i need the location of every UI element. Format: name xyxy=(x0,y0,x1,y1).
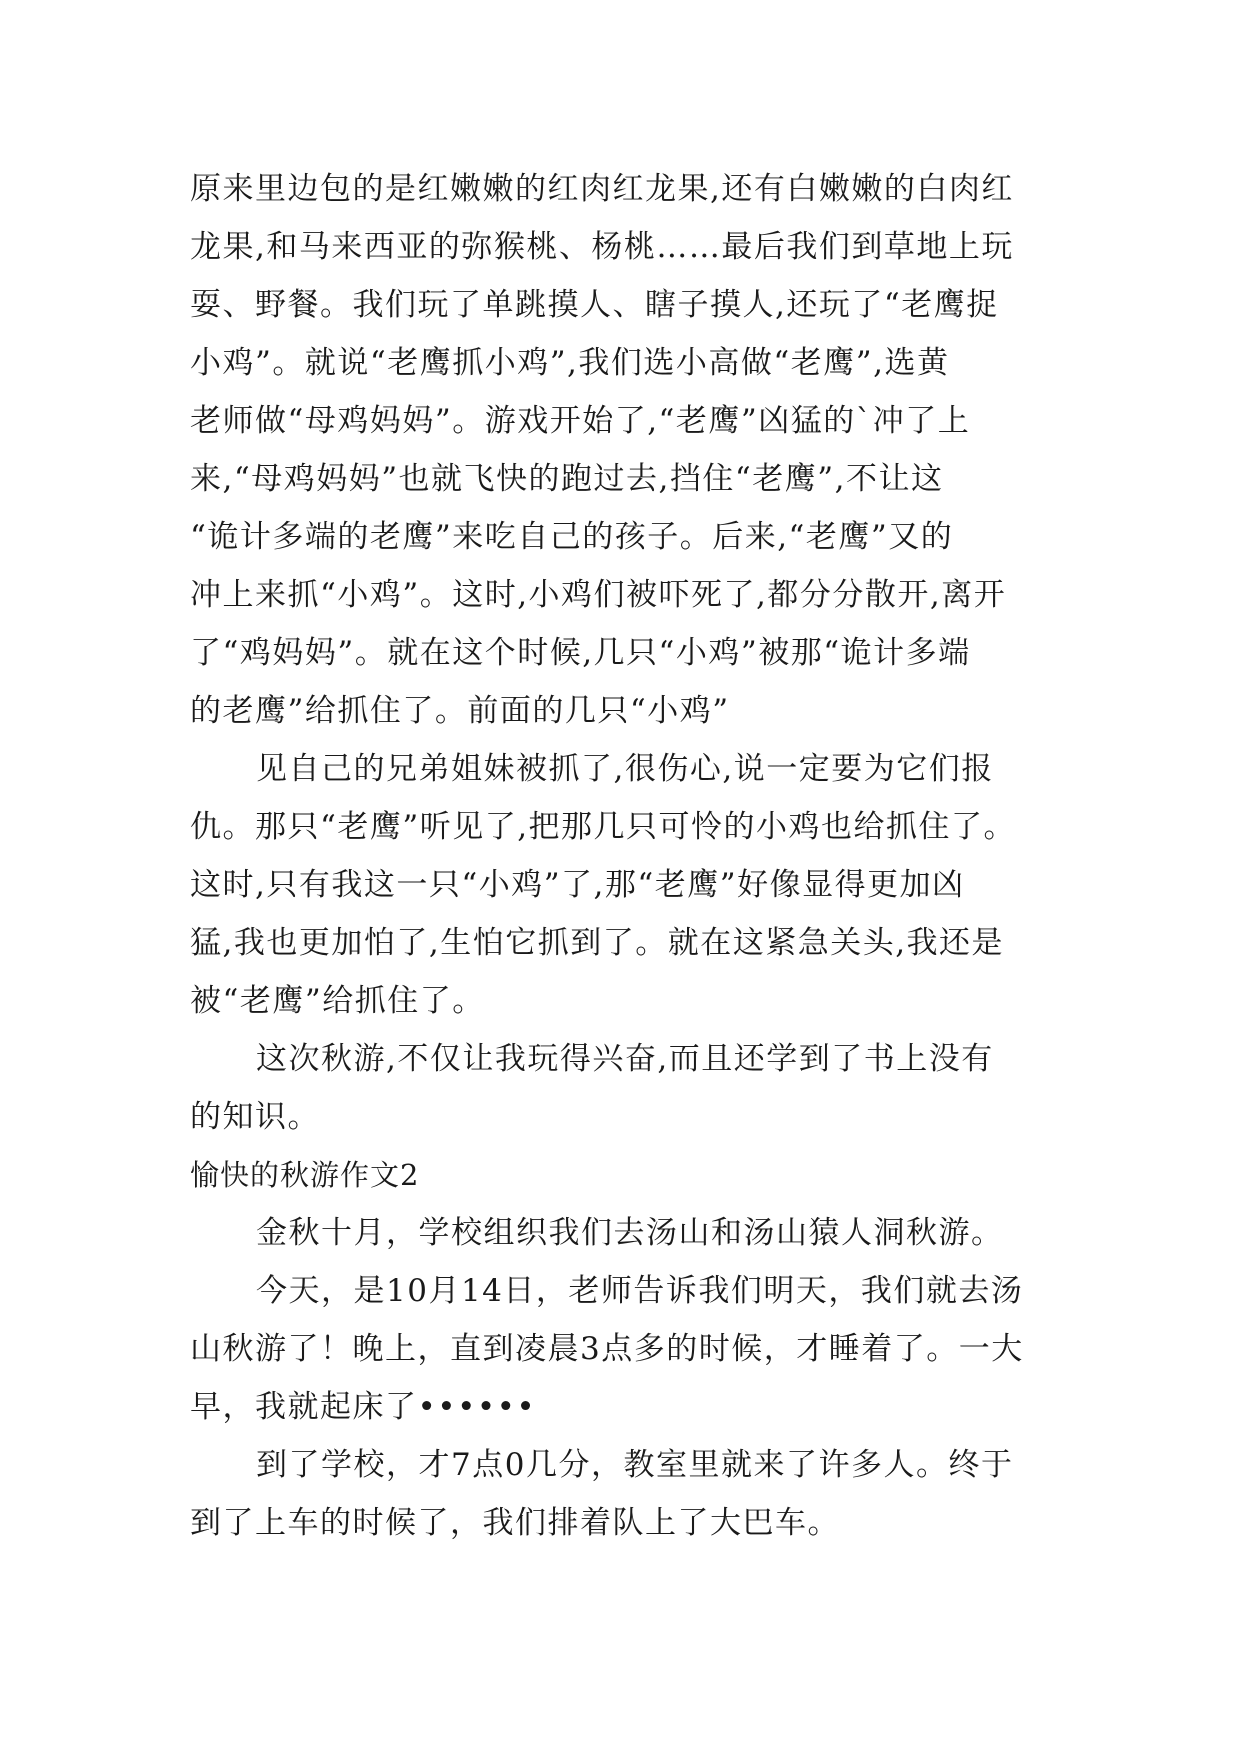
text-line: 到了学校，才7点0几分，教室里就来了许多人。终于 xyxy=(256,1447,1014,1483)
text-line: 来,“母鸡妈妈”也就飞快的跑过去,挡住“老鹰”,不让这 xyxy=(190,461,944,497)
paragraph-2 xyxy=(190,740,1060,1030)
text-line: 到了上车的时候了，我们排着队上了大巴车。 xyxy=(190,1505,840,1541)
text-line: 耍、野餐。我们玩了单跳摸人、瞎子摸人,还玩了“老鹰捉 xyxy=(190,287,999,323)
paragraph-5 xyxy=(190,1262,1060,1436)
text-line: 山秋游了！晚上，直到凌晨3点多的时候，才睡着了。一大 xyxy=(190,1331,1024,1367)
text-line: 猛,我也更加怕了,生怕它抓到了。就在这紧急关头,我还是 xyxy=(190,925,1005,961)
paragraph-3 xyxy=(190,1030,1060,1146)
text-line: 仇。那只“老鹰”听见了,把那几只可怜的小鸡也给抓住了。 xyxy=(190,809,1017,845)
text-line: 这时,只有我这一只“小鸡”了,那“老鹰”好像显得更加凶 xyxy=(190,867,965,903)
text-line: “诡计多端的老鹰”来吃自己的孩子。后来,“老鹰”又的 xyxy=(190,519,954,555)
text-line: 冲上来抓“小鸡”。这时,小鸡们被吓死了,都分分散开,离开 xyxy=(190,577,1007,613)
text-line: 今天，是10月14日，老师告诉我们明天，我们就去汤 xyxy=(256,1273,1024,1309)
paragraph-4 xyxy=(190,1204,1060,1262)
paragraph-6 xyxy=(190,1436,1060,1552)
document-page xyxy=(190,160,1060,1552)
text-line: 被“老鹰”给抓住了。 xyxy=(190,983,485,1019)
text-line: 这次秋游,不仅让我玩得兴奋,而且还学到了书上没有 xyxy=(256,1041,994,1077)
text-line: 原来里边包的是红嫩嫩的红肉红龙果,还有白嫩嫩的白肉红 xyxy=(190,171,1014,207)
text-line: 老师做“母鸡妈妈”。游戏开始了,“老鹰”凶猛的`冲了上 xyxy=(190,403,971,439)
text-line: 的老鹰”给抓住了。前面的几只“小鸡” xyxy=(190,693,730,729)
text-line: 小鸡”。就说“老鹰抓小鸡”,我们选小高做“老鹰”,选黄 xyxy=(190,345,950,381)
essay-heading: 愉快的秋游作文2 xyxy=(190,1158,420,1192)
text-line: 见自己的兄弟姐妹被抓了,很伤心,说一定要为它们报 xyxy=(256,751,994,787)
text-line: 早，我就起床了•••••• xyxy=(190,1389,537,1425)
text-line: 的知识。 xyxy=(190,1099,320,1135)
text-line: 金秋十月，学校组织我们去汤山和汤山猿人洞秋游。 xyxy=(256,1215,1004,1251)
text-line: 了“鸡妈妈”。就在这个时候,几只“小鸡”被那“诡计多端 xyxy=(190,635,971,671)
paragraph-1 xyxy=(190,160,1060,740)
text-line: 龙果,和马来西亚的弥猴桃、杨桃……最后我们到草地上玩 xyxy=(190,229,1014,265)
